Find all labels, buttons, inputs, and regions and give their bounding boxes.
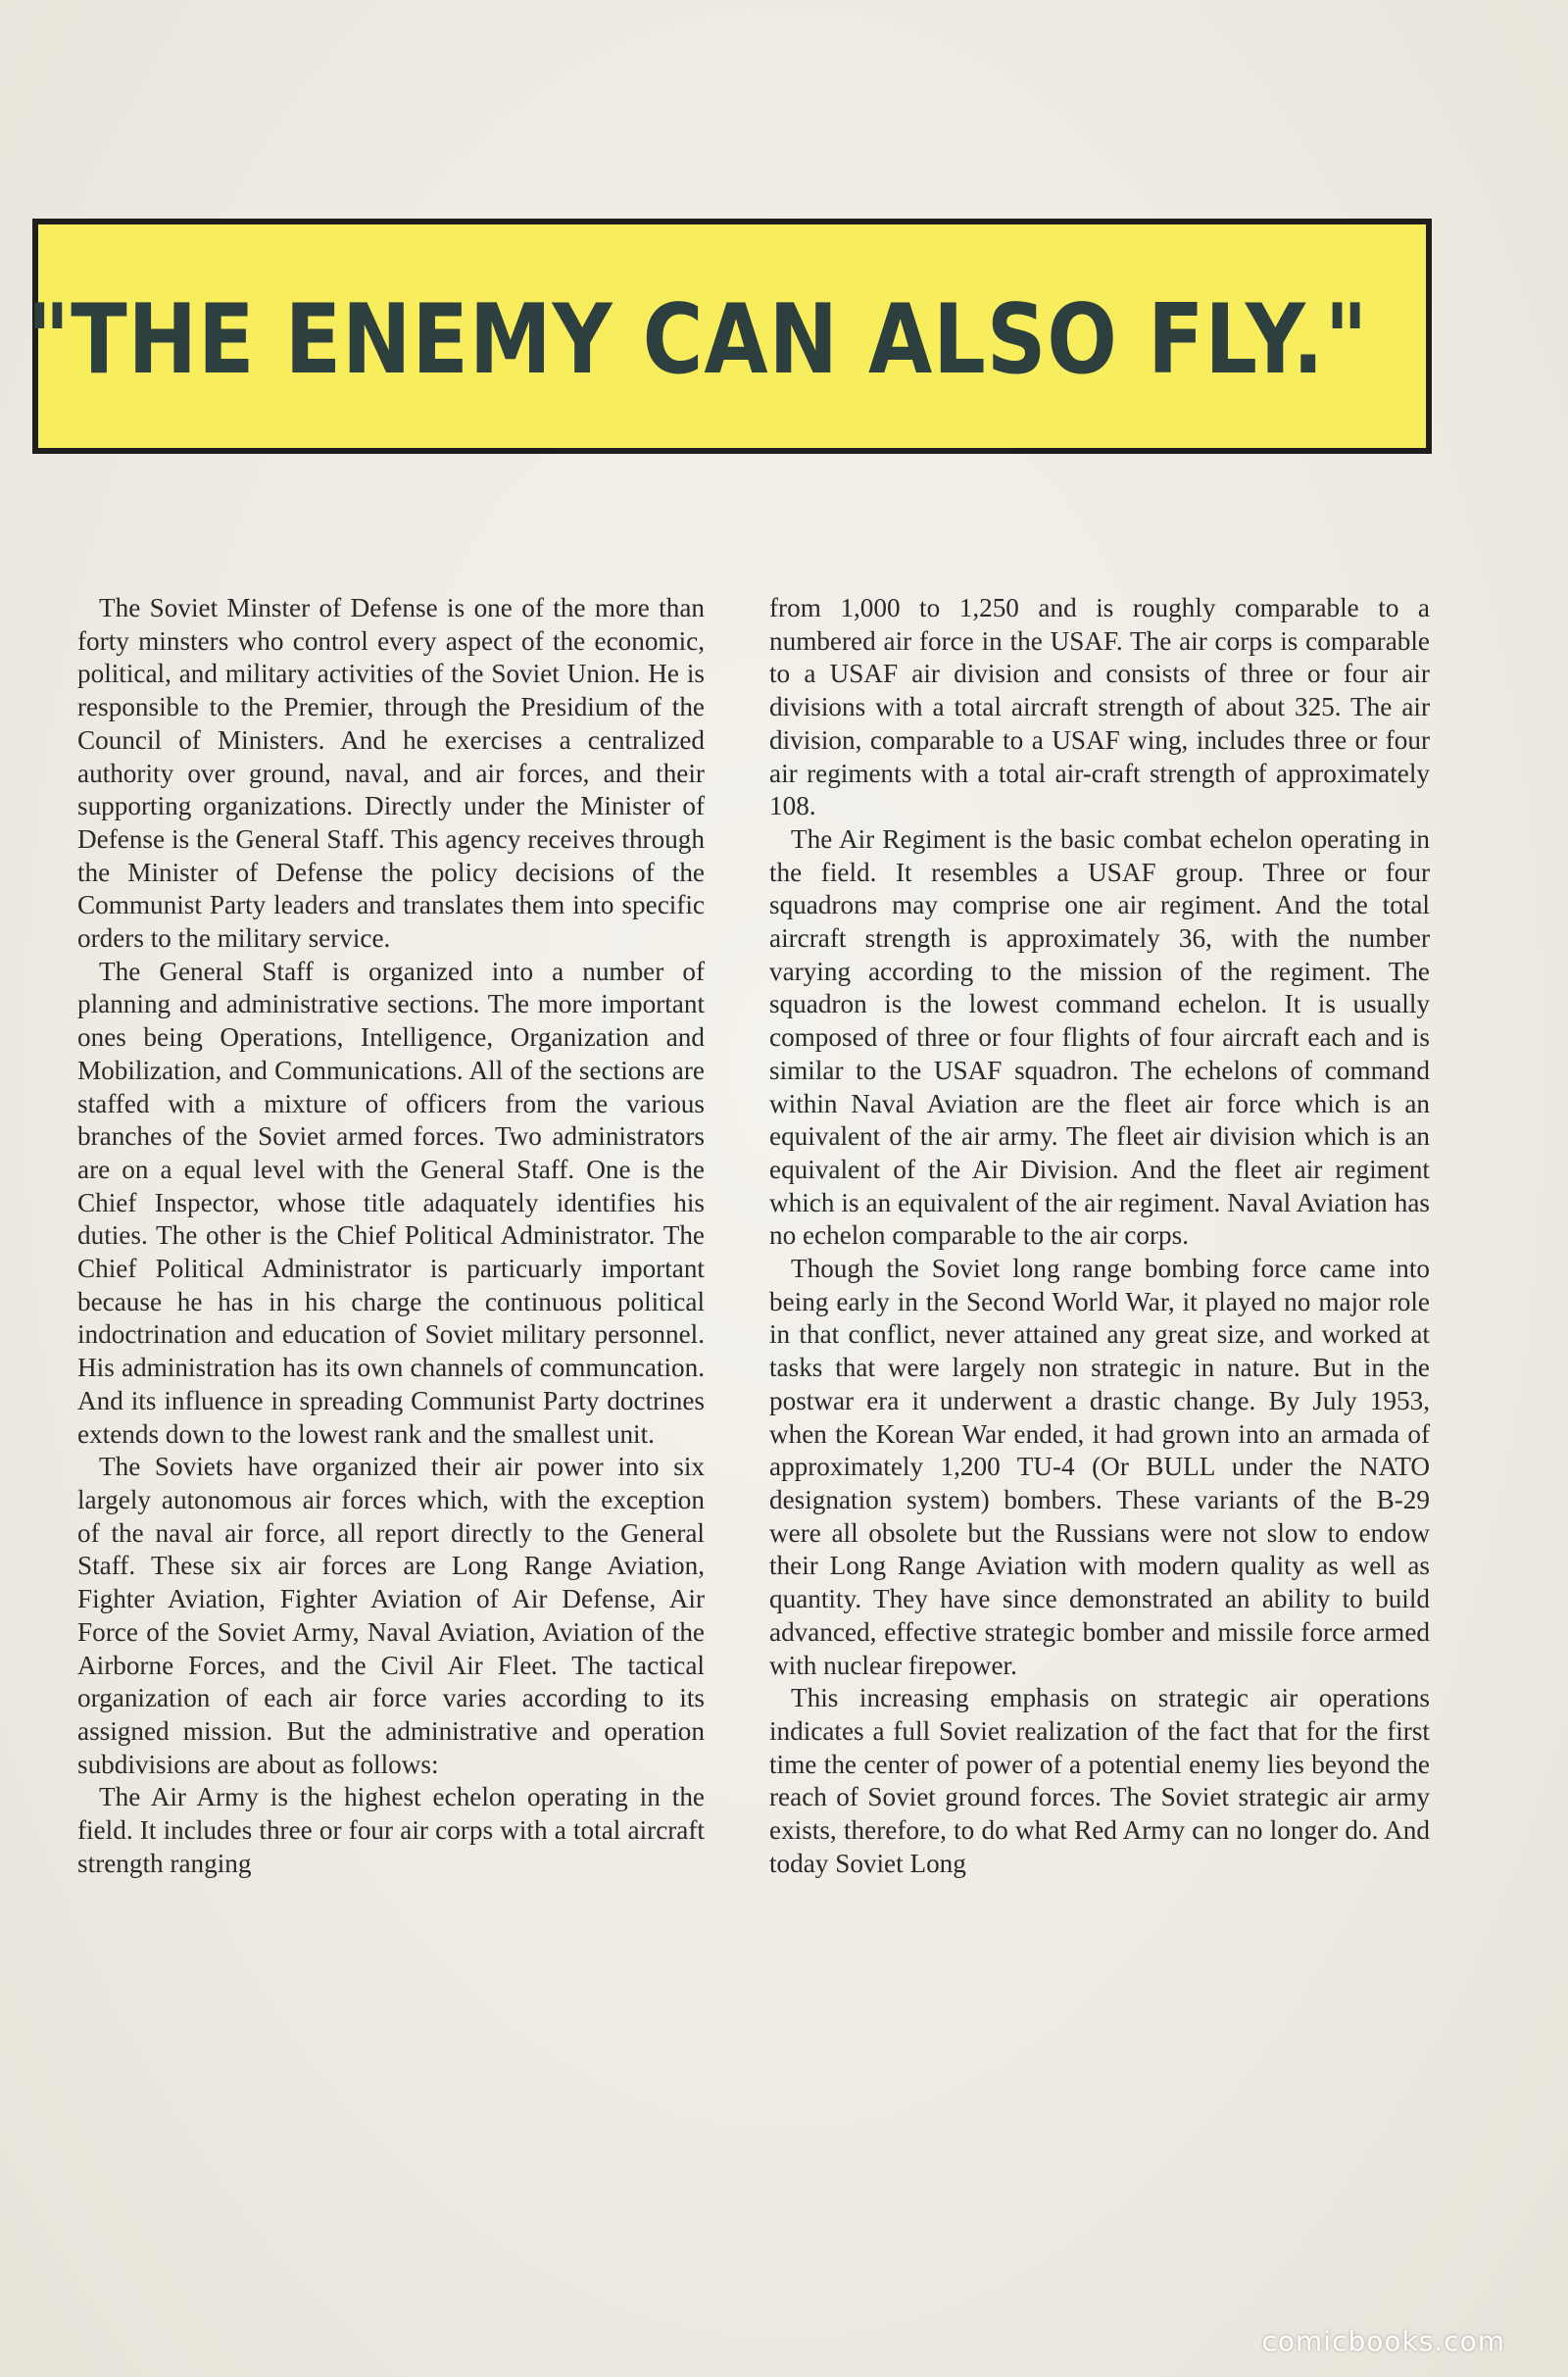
title-banner — [26, 219, 1432, 454]
paragraph: The Soviet Minster of Defense is one of the more than forty minsters who control every aspect of the economic, political, and military activities of the Soviet Union. He is responsible to the Premier, through the Presidium of the Council of Ministers. And he exercises a centralized authority over ground, naval, and air forces, and their supporting organizations. Directly under the Minister of Defense is the General Staff. This agency receives through the Minister of Defense the policy decisions of the Communist Party leaders and translates them into specific orders to the military service. — [77, 593, 705, 954]
paragraph: The Soviets have organized their air power into six largely autonomous air forces which, with the exception of the naval air force, all report directly to the General Staff. These six air forces are Long Range Aviation, Fighter Aviation, Fighter Aviation of Air Defense, Air Force of the Soviet Army, Naval Aviation, Aviation of the Airborne Forces, and the Civil Air Fleet. The tactical organization of each air force varies according to its assigned mission. But the administrative and operation subdivisions are about as follows: — [77, 1452, 705, 1779]
site-watermark: comicbooks.com — [1261, 2325, 1505, 2357]
paragraph-continued: from 1,000 to 1,250 and is roughly comparable to a numbered air force in the USAF. The air corps is comparable to a USAF air division and consists of three or four air divisions with a total aircraft strength of about 325. The air division, comparable to a USAF wing, includes three or four air regiments with a total air-craft strength of approximately 108. — [769, 593, 1430, 821]
paragraph: The General Staff is organized into a number of planning and administrative sections. The more important ones being Operations, Intelligence, Organization and Mobilization, and Communications. All of the sections are staffed with a mixture of officers from the various branches of the Soviet armed forces. Two administrators are on a equal level with the General Staff. One is the Chief Inspector, whose title adaquately identifies his duties. The other is the Chief Political Administrator. The Chief Political Administrator is particuarly important because he has in his charge the continuous political indoctrination and education of Soviet military personnel. His administration has its own channels of communcation. And its influence in spreading Communist Party doctrines extends down to the lowest rank and the smallest unit. — [77, 956, 705, 1449]
paragraph: Though the Soviet long range bombing force came into being early in the Second World War, it played no major role in that conflict, never attained any great size, and worked at tasks that were largely non strategic in nature. But in the postwar era it underwent a drastic change. By July 1953, when the Korean War ended, it had grown into an armada of approximately 1,200 TU-4 (Or BULL under the NATO designation system) bombers. These variants of the B-29 were all obsolete but the Russians were not slow to endow their Long Range Aviation with modern quality as well as quantity. They have since demonstrated an ability to build advanced, effective strategic bomber and missile force armed with nuclear firepower. — [769, 1254, 1430, 1680]
paragraph: The Air Army is the highest echelon operating in the field. It includes three or four air corps with a total aircraft strength ranging — [77, 1782, 705, 1878]
article-column-left — [77, 592, 705, 1880]
page-title: "THE ENEMY CAN ALSO FLY." — [26, 284, 1369, 396]
article-column-right — [769, 592, 1430, 1880]
paragraph: The Air Regiment is the basic combat echelon operating in the field. It resembles a USAF group. Three or four squadrons may comprise one air regiment. And the total aircraft strength is approximately 36, with the number varying according to the mission of the regiment. The squadron is the lowest command echelon. It is usually composed of three or four flights of four aircraft each and is similar to the USAF squadron. The echelons of command within Naval Aviation are the fleet air force which is an equivalent of the air army. The fleet air division which is an equivalent of the Air Division. And the fleet air regiment which is an equivalent of the air regiment. Naval Aviation has no echelon comparable to the air corps. — [769, 823, 1430, 1251]
paragraph: This increasing emphasis on strategic air operations indicates a full Soviet realization of the fact that for the first time the center of power of a potential enemy lies beyond the reach of Soviet ground forces. The Soviet strategic air army exists, therefore, to do what Red Army can no longer do. And today Soviet Long — [769, 1683, 1430, 1878]
